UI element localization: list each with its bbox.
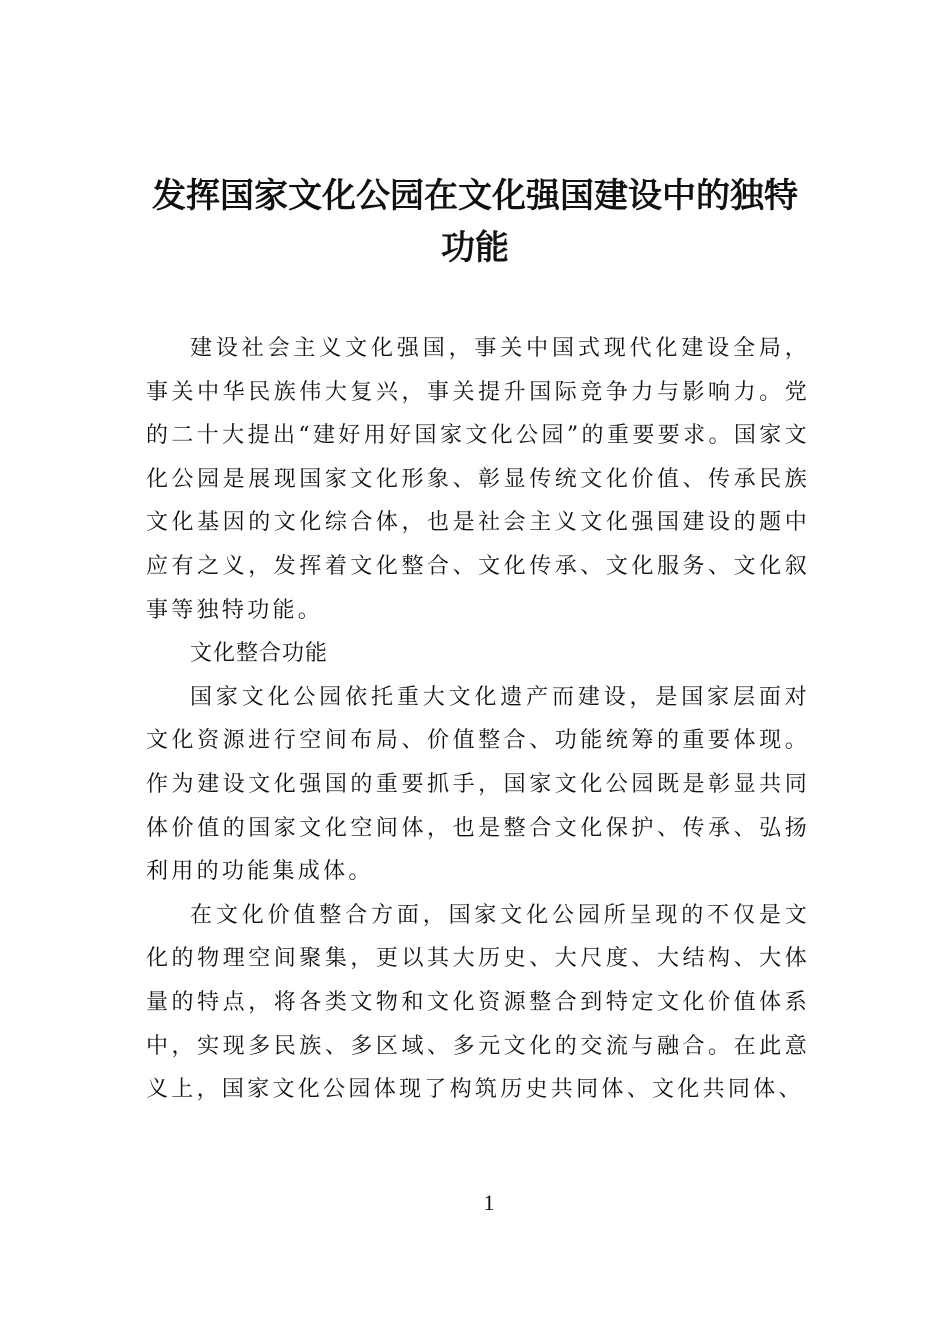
document-title: 发挥国家文化公园在文化强国建设中的独特功能 bbox=[152, 176, 798, 268]
section-heading: 文化整合功能 bbox=[190, 641, 329, 667]
section-paragraph-2: 在文化价值整合方面，国家文化公园所呈现的不仅是文化的物理空间聚集，更以其大历史、大尺度、大结构、大体量的特点，将各类文物和文化资源整合到特定文化价值体系中，实现多民族、多区域、多元文化的交流与融合。在此意义上，国家文化公园体现了构筑历史共同体、文化共同体、 bbox=[146, 902, 810, 1103]
section-paragraph-1: 国家文化公园依托重大文化遗产而建设，是国家层面对文化资源进行空间布局、价值整合、功能统筹的重要体现。作为建设文化强国的重要抓手，国家文化公园既是彰显共同体价值的国家文化空间体，也是整合文化保护、传承、弘扬利用的功能集成体。 bbox=[146, 684, 810, 885]
page-number: 1 bbox=[483, 1190, 495, 1215]
intro-paragraph: 建设社会主义文化强国，事关中国式现代化建设全局，事关中华民族伟大复兴，事关提升国际竞争力与影响力。党的二十大提出“建好用好国家文化公园”的重要要求。国家文化公园是展现国家文化形象、彰显传统文化价值、传承民族文化基因的文化综合体，也是社会主义文化强国建设的题中应有之义，发挥着文化整合、文化传承、文化服务、文化叙事等独特功能。 bbox=[146, 336, 810, 623]
document-body bbox=[146, 327, 810, 1112]
